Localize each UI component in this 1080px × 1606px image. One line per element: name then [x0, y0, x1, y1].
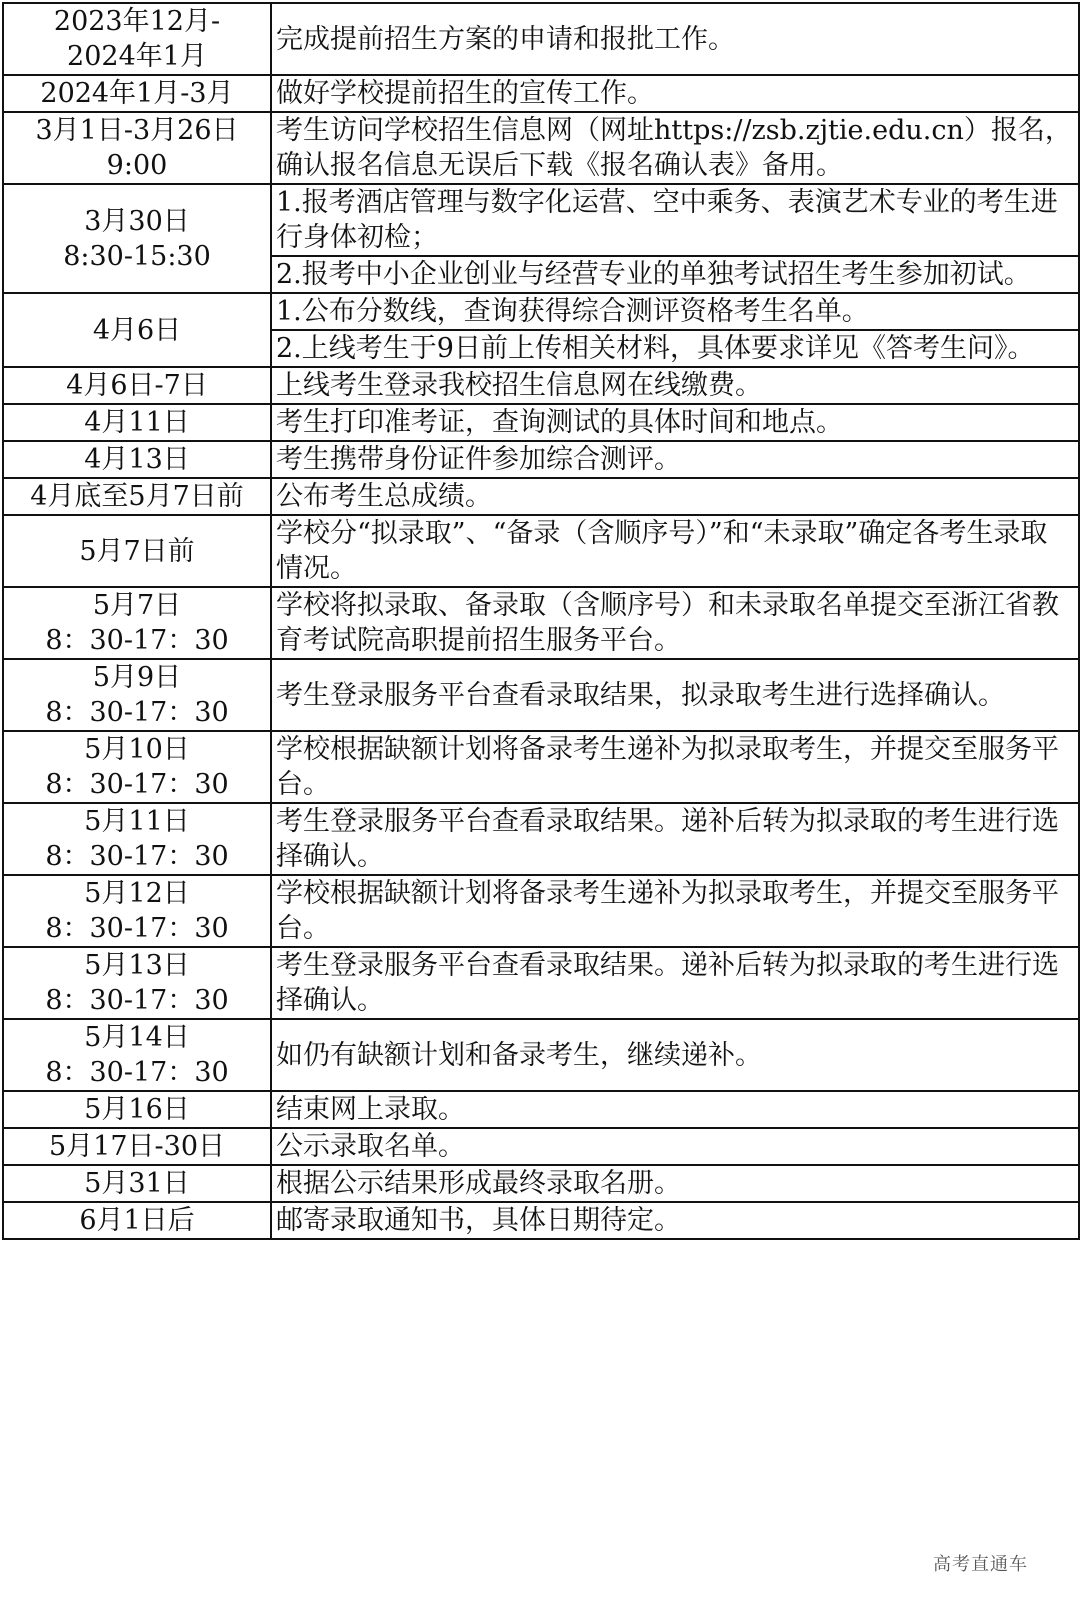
date-cell: 5月14日 8：30-17：30 [3, 1019, 271, 1091]
description-cell: 结束网上录取。 [271, 1091, 1079, 1128]
date-cell: 5月7日 8：30-17：30 [3, 587, 271, 659]
table-row [3, 659, 1079, 731]
table-row [3, 184, 1079, 256]
date-cell: 3月30日 8:30-15:30 [3, 184, 271, 293]
description-cell: 学校根据缺额计划将备录考生递补为拟录取考生，并提交至服务平台。 [271, 875, 1079, 947]
date-cell: 5月31日 [3, 1165, 271, 1202]
table-row [3, 875, 1079, 947]
table-row [3, 1165, 1079, 1202]
table-row [3, 404, 1079, 441]
description-cell: 公布考生总成绩。 [271, 478, 1079, 515]
date-cell: 5月16日 [3, 1091, 271, 1128]
description-cell: 学校将拟录取、备录取（含顺序号）和未录取名单提交至浙江省教育考试院高职提前招生服务平台。 [271, 587, 1079, 659]
table-row [3, 803, 1079, 875]
description-cell: 考生登录服务平台查看录取结果，拟录取考生进行选择确认。 [271, 659, 1079, 731]
table-row [3, 1128, 1079, 1165]
table-row [3, 112, 1079, 184]
description-cell: 考生访问学校招生信息网（网址https://zsb.zjtie.edu.cn）报名，确认报名信息无误后下载《报名确认表》备用。 [271, 112, 1079, 184]
table-row [3, 441, 1079, 478]
date-cell: 3月1日-3月26日 9:00 [3, 112, 271, 184]
description-cell: 1.公布分数线，查询获得综合测评资格考生名单。 [271, 293, 1079, 330]
date-cell: 5月13日 8：30-17：30 [3, 947, 271, 1019]
table-row [3, 515, 1079, 587]
description-cell: 根据公示结果形成最终录取名册。 [271, 1165, 1079, 1202]
description-cell: 如仍有缺额计划和备录考生，继续递补。 [271, 1019, 1079, 1091]
date-cell: 4月6日 [3, 293, 271, 367]
date-cell: 6月1日后 [3, 1202, 271, 1239]
description-cell: 1.报考酒店管理与数字化运营、空中乘务、表演艺术专业的考生进行身体初检； [271, 184, 1079, 256]
description-cell: 公示录取名单。 [271, 1128, 1079, 1165]
description-cell: 邮寄录取通知书，具体日期待定。 [271, 1202, 1079, 1239]
date-cell: 4月11日 [3, 404, 271, 441]
table-row [3, 947, 1079, 1019]
date-cell: 5月10日 8：30-17：30 [3, 731, 271, 803]
description-cell: 2.上线考生于9日前上传相关材料，具体要求详见《答考生问》。 [271, 330, 1079, 367]
table-row [3, 3, 1079, 75]
watermark: 高考直通车 [933, 1554, 1028, 1575]
table-row [3, 478, 1079, 515]
description-cell: 考生携带身份证件参加综合测评。 [271, 441, 1079, 478]
table-row [3, 367, 1079, 404]
table-row [3, 731, 1079, 803]
date-cell: 4月底至5月7日前 [3, 478, 271, 515]
date-cell: 5月11日 8：30-17：30 [3, 803, 271, 875]
description-cell: 学校根据缺额计划将备录考生递补为拟录取考生，并提交至服务平台。 [271, 731, 1079, 803]
table-row [3, 587, 1079, 659]
date-cell: 2024年1月-3月 [3, 75, 271, 112]
date-cell: 5月17日-30日 [3, 1128, 271, 1165]
date-cell: 4月13日 [3, 441, 271, 478]
schedule-body [3, 3, 1079, 1239]
description-cell: 完成提前招生方案的申请和报批工作。 [271, 3, 1079, 75]
description-cell: 学校分“拟录取”、“备录（含顺序号）”和“未录取”确定各考生录取情况。 [271, 515, 1079, 587]
table-row [3, 1019, 1079, 1091]
table-row [3, 75, 1079, 112]
date-cell: 5月9日 8：30-17：30 [3, 659, 271, 731]
date-cell: 5月12日 8：30-17：30 [3, 875, 271, 947]
table-row [3, 1202, 1079, 1239]
schedule-table [2, 2, 1080, 1240]
description-cell: 考生登录服务平台查看录取结果。递补后转为拟录取的考生进行选择确认。 [271, 947, 1079, 1019]
description-cell: 上线考生登录我校招生信息网在线缴费。 [271, 367, 1079, 404]
table-row [3, 1091, 1079, 1128]
description-cell: 考生登录服务平台查看录取结果。递补后转为拟录取的考生进行选择确认。 [271, 803, 1079, 875]
description-cell: 做好学校提前招生的宣传工作。 [271, 75, 1079, 112]
description-cell: 2.报考中小企业创业与经营专业的单独考试招生考生参加初试。 [271, 256, 1079, 293]
date-cell: 5月7日前 [3, 515, 271, 587]
date-cell: 4月6日-7日 [3, 367, 271, 404]
date-cell: 2023年12月- 2024年1月 [3, 3, 271, 75]
description-cell: 考生打印准考证，查询测试的具体时间和地点。 [271, 404, 1079, 441]
table-row [3, 293, 1079, 330]
